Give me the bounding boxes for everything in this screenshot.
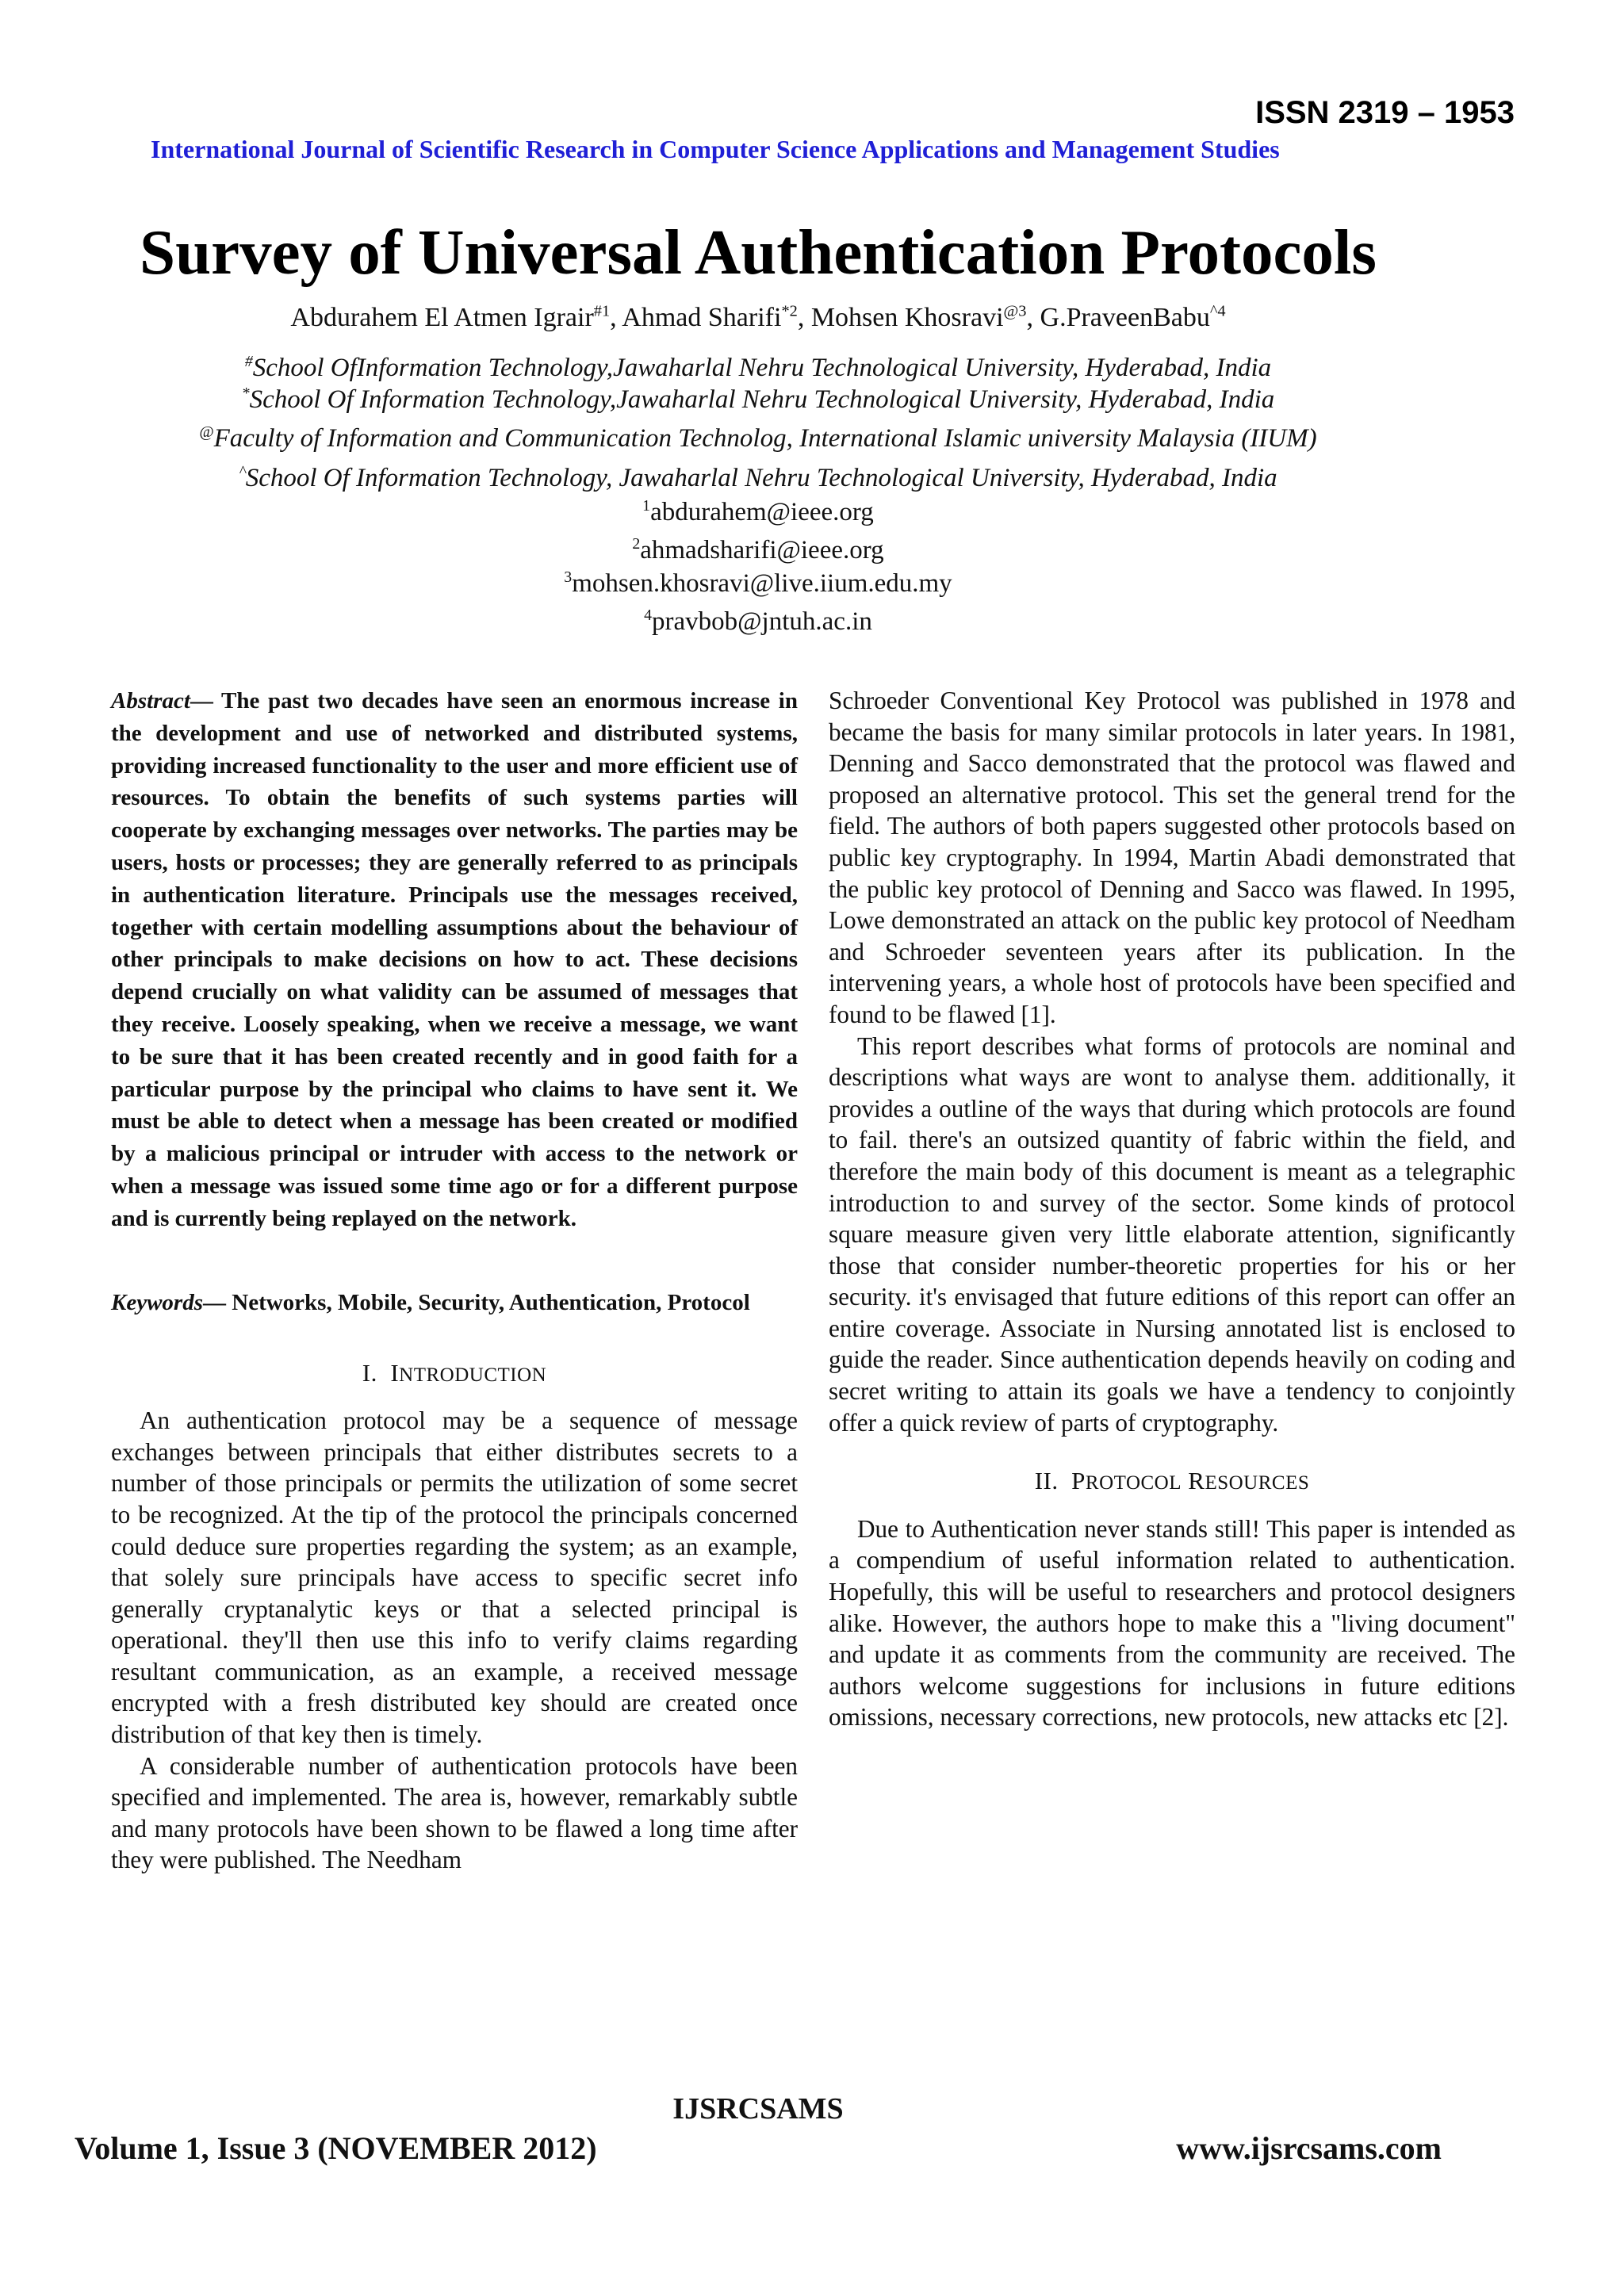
affiliation-text: Faculty of Information and Communication Technolog, International Islamic university Malaysia (IIUM) — [213, 424, 1317, 453]
keywords-text: Networks, Mobile, Security, Authentication, Protocol — [232, 1289, 750, 1315]
affiliation-line — [0, 385, 1516, 415]
abstract — [111, 685, 798, 1235]
section-title-rest: NTRODUCTION — [399, 1364, 547, 1386]
author-mark: ^4 — [1209, 302, 1226, 320]
left-column — [111, 685, 798, 1876]
resources-paragraph: Due to Authentication never stands still! This paper is intended as a compendium of useful information related to authentication. Hopefully, this will be useful to researchers and protocol designers alike. However, the authors hope to make this a "living document" and update it as comments from the community are received. The authors welcome suggestions for inclusions in future editions omissions, necessary corrections, new protocols, new attacks etc [2]. — [829, 1514, 1515, 1732]
affiliation-line — [0, 464, 1516, 493]
email-text: pravbob@jntuh.ac.in — [652, 607, 872, 636]
author-name: Mohsen Khosravi — [810, 303, 1004, 332]
email-line — [0, 498, 1516, 527]
affiliation-line — [0, 354, 1516, 383]
section-title-initial: P — [1071, 1467, 1086, 1495]
journal-name: International Journal of Scientific Research in Computer Science Applications and Management Studies — [151, 135, 1280, 163]
email-line — [0, 536, 1516, 565]
email-text: abdurahem@ieee.org — [650, 498, 874, 526]
affiliation-mark: # — [244, 353, 253, 370]
affiliation-line — [0, 424, 1516, 453]
keywords — [111, 1284, 798, 1321]
author-name: Ahmad Sharifi — [622, 303, 782, 332]
affiliation-mark: ^ — [239, 463, 246, 480]
section-title-initial: I — [390, 1358, 400, 1387]
affiliation-mark: * — [241, 385, 250, 402]
footer-website: www.ijsrcsams.com — [1176, 2130, 1442, 2166]
affiliation-text: School OfInformation Technology,Jawaharlal Nehru Technological University, Hyderabad, India — [252, 354, 1272, 382]
intro-paragraph: An authentication protocol may be a sequence of message exchanges between principals that either distributes secrets to a number of those principals or permits the utilization of some secret to be recognized. At the tip of the protocol the principals concerned could deduce sure properties regarding the system; as an example, that solely sure principals have access to specific secret info generally cryptanalytic keys or that a selected principal is operational. they'll then use this info to verify claims regarding resultant communication, as an example, a received message encrypted with a fresh distributed key should are created once distribution of that key then is timely. — [111, 1406, 798, 1749]
section-number: I. — [362, 1358, 377, 1387]
abstract-label: Abstract — [111, 688, 190, 714]
section-heading-protocol-resources — [829, 1465, 1515, 1499]
email-text: ahmadsharifi@ieee.org — [640, 536, 884, 564]
affiliation-text: School Of Information Technology,Jawaharlal Nehru Technological University, Hyderabad, India — [249, 385, 1275, 414]
abstract-dash: — — [190, 688, 222, 714]
author-mark: @3 — [1003, 302, 1027, 320]
email-mark: 1 — [642, 497, 651, 515]
email-line — [0, 607, 1516, 637]
report-paragraph: This report describes what forms of protocols are nominal and descriptions what ways are wont to analyse them. additionally, it provides a outline of the ways that during which protocols are found to fail. there's an outsized quantity of fabric within the field, and therefore the main body of this document is meant as a telegraphic introduction to and survey of the sector. Some kinds of protocol square measure given very little elaborate attention, significantly those that consider number-theoretic properties for his or her security. it's envisaged that future editions of this report can offer an entire coverage. Associate in Nursing annotated list is enclosed to guide the reader. Since authentication depends heavily on coding and secret writing to attain its goals we have a tendency to conjointly offer a quick review of parts of cryptography. — [829, 1031, 1515, 1437]
issn-label: ISSN 2319 – 1953 — [1255, 95, 1515, 130]
abstract-text: The past two decades have seen an enormous increase in the development and use of networked and distributed systems, providing increased functionality to the user and more efficient use of resources. To obtain the benefits of such systems parties will cooperate by exchanging messages over networks. The parties may be users, hosts or processes; they are generally referred to as principals in authentication literature. Principals use the messages received, together with certain modelling assumptions about the behaviour of other principals to make decisions on how to act. These decisions depend crucially on what validity can be assumed of messages that they receive. Loosely speaking, when we receive a message, we want to be sure that it has been created recently and in good faith for a particular purpose by the principal who claims to have sent it. We must be able to detect when a message has been created or modified by a malicious principal or intruder with access to the network or when a message was issued some time ago or for a different purpose and is currently being replayed on the network. — [111, 688, 798, 1231]
section-title-rest: ROTOCOL — [1085, 1472, 1182, 1494]
section-title-rest: ESOURCES — [1205, 1472, 1310, 1494]
email-line — [0, 569, 1516, 599]
intro-paragraph: A considerable number of authentication protocols have been specified and implemented. The area is, however, remarkably subtle and many protocols have been shown to be flawed a long time after they were published. The Needham — [111, 1751, 798, 1874]
email-mark: 4 — [644, 607, 653, 624]
section-title-initial: R — [1188, 1467, 1205, 1495]
paper-title: Survey of Universal Authentication Protocols — [140, 216, 1377, 288]
author-mark: #1 — [593, 302, 611, 320]
author-name: Abdurahem El Atmen Igrair — [290, 303, 594, 332]
footer-volume: Volume 1, Issue 3 (NOVEMBER 2012) — [75, 2130, 597, 2166]
continued-paragraph: Schroeder Conventional Key Protocol was published in 1978 and became the basis for many similar protocols in later years. In 1981, Denning and Sacco demonstrated that the protocol was flawed and proposed an alternative protocol. This set the general trend for the field. The authors of both papers suggested other protocols based on public key cryptography. In 1994, Martin Abadi demonstrated that the public key protocol of Denning and Sacco was flawed. In 1995, Lowe demonstrated an attack on the public key protocol of Needham and Schroeder seventeen years after its publication. In the intervening years, a whole host of protocols have been specified and found to be flawed [1]. — [829, 687, 1515, 1028]
email-text: mohsen.khosravi@live.iium.edu.my — [572, 569, 952, 598]
author-list: Abdurahem El Atmen Igrair$^{\#1}$, Ahmad Sharifi$^{*2}$, Mohsen Khosravi$^{@3}$, G.PraveenBabu$^{\^{}4}$ — [290, 302, 1226, 332]
keywords-label: Keywords — [111, 1289, 203, 1315]
keywords-dash: — — [203, 1289, 232, 1315]
email-mark: 2 — [632, 535, 641, 553]
author-name: G.PraveenBabu — [1040, 303, 1210, 332]
email-mark: 3 — [564, 568, 573, 586]
affiliation-mark: @ — [199, 423, 214, 441]
author-mark: *2 — [781, 302, 798, 320]
affiliation-text: School Of Information Technology, Jawaharlal Nehru Technological University, Hyderabad, India — [245, 464, 1277, 492]
right-column — [829, 685, 1515, 1733]
footer-journal-abbrev: IJSRCSAMS — [672, 2092, 844, 2126]
section-heading-introduction — [111, 1357, 798, 1391]
section-number: II. — [1034, 1467, 1059, 1495]
